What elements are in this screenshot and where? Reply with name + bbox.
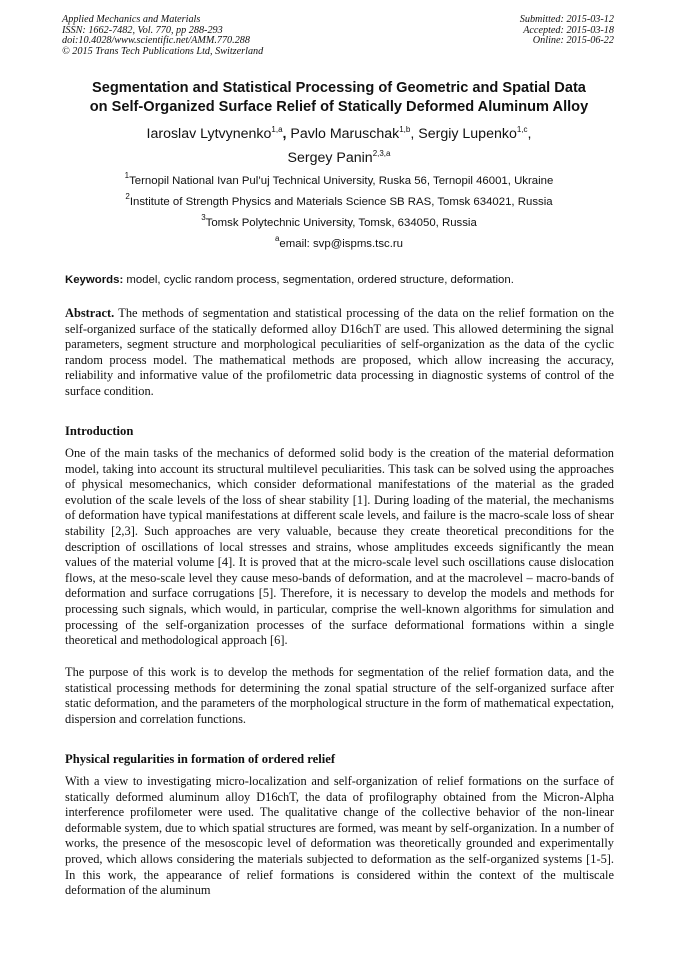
online-date: Online: 2015-06-22 <box>532 35 614 47</box>
author-affil-mark: 1,b <box>399 125 411 134</box>
journal-info <box>62 15 263 57</box>
abstract-label: Abstract. <box>65 306 115 320</box>
title-line-2: on Self-Organized Surface Relief of Statically Deformed Aluminum Alloy <box>89 99 589 115</box>
publication-dates <box>520 15 614 47</box>
author-affil-mark: 1,c <box>516 125 528 134</box>
keywords-label: Keywords: <box>65 274 124 286</box>
author-name: Iaroslav Lytvynenko <box>146 126 272 142</box>
author-name: Sergiy Lupenko <box>418 126 517 142</box>
paper-title <box>40 79 638 117</box>
author-name: Pavlo Maruschak <box>290 126 400 142</box>
contact-email: $^a$email: svp@ispms.tsc.ru <box>274 234 404 250</box>
introduction-heading: Introduction <box>65 424 134 438</box>
keywords <box>65 274 617 286</box>
author-affil-mark: 1,a <box>271 125 283 134</box>
doi-line: doi:10.4028/www.scientific.net/AMM.770.288 <box>62 35 250 47</box>
abstract <box>65 306 614 400</box>
issn-line: ISSN: 1662-7482, Vol. 770, pp 288-293 <box>62 24 223 36</box>
affiliation-2: $^2$Institute of Strength Physics and Materials Science SB RAS, Tomsk 634021, Russia <box>125 192 553 208</box>
section-heading: Physical regularities in formation of ordered relief <box>65 752 336 766</box>
copyright-line: © 2015 Trans Tech Publications Ltd, Switzerland <box>62 45 264 57</box>
author-list: Iaroslav Lytvynenko$^{1,a}$, Pavlo Maruschak$^{1,b}$, Sergiy Lupenko$^{1,c}$, Sergey Panin$^{2,3,a}$ <box>146 125 532 166</box>
introduction-paragraph-1: One of the main tasks of the mechanics of deformed solid body is the creation of the material deformation model, taking into account its structural multilevel peculiarities. This task can be solved using the approaches of physical mesomechanics, which consider deformational manifestations of the material as the graded evolution of the scale levels of the loss of shear stability [1]. During loading of the material, the mechanisms of deformation have typical manifestations at different scale levels, and failure is the macro-scale loss of shear stability [2,3]. Such approaches are very valuable, because they create theoretical preconditions for the description of oscillations of local stresses and strains, whose amplitudes exceeds significantly the mean values of the material volume [4]. It is proved that at the micro-scale level such oscillations cause dislocation flows, at the meso-scale level they cause meso-bands of deformation, and at the macrolevel – macro-bands of deformation and surface corrugations [5]. Therefore, it is necessary to develop the models and methods for processing such signals, which would, in particular, comprise the well-known algorithms for simulation and processing of the self-organization processes of the surface deformational formations within a single theoretical and methodological approach [6]. <box>65 446 614 648</box>
abstract-text: The methods of segmentation and statistical processing of the data on the relief formation on the self-organized surface of the statically deformed alloy D16chT are used. This allowed determining the signal parameters, segment structure and morphological peculiarities of self-organization as the data of the cyclic random process model. The mathematical methods are proposed, which allow increasing the accuracy, reliability and informative value of the profilometric data processing in diagnostic systems of control of the surface condition. <box>65 306 614 398</box>
affiliation-3: $^3$Tomsk Polytechnic University, Tomsk, 634050, Russia <box>201 213 477 229</box>
section-paragraph: With a view to investigating micro-localization and self-organization of relief formations on the surface of statically deformed aluminum alloy D16chT, the data of profilography obtained from the Micron-Alpha interference profilometer were used. The qualitative change of the collective behavior of the non-linear deformable system, due to which spatial structures are formed, was meant by self-organization. In a number of works, the presence of the mesoscopic level of deformation was theoretically grounded and experimentally proved, which allows considering the materials subjected to deformation as the self-organized systems [1-5]. In this work, the appearance of relief formations is considered within the context of the multiscale deformation of the aluminum <box>65 774 614 898</box>
affiliation-1: $^1$Ternopil National Ivan Pul’uj Technical University, Ruska 56, Ternopil 46001, Ukraine <box>124 171 554 187</box>
keywords-text: model, cyclic random process, segmentation, ordered structure, deformation. <box>123 274 514 286</box>
introduction-paragraph-2: The purpose of this work is to develop the methods for segmentation of the relief formation data, and the statistical processing methods for determining the zonal spatial structure of the self-organized surface after static deformation, and the parameters of the morphological structure in the form of mathematical expectation, dispersion and correlation functions. <box>65 665 614 726</box>
author-name: Sergey Panin <box>287 150 373 166</box>
author-affil-mark: 2,3,a <box>372 149 391 158</box>
submitted-date: Submitted: 2015-03-12 <box>519 14 614 25</box>
title-line-1: Segmentation and Statistical Processing of Geometric and Spatial Data <box>92 80 586 96</box>
accepted-date: Accepted: 2015-03-18 <box>523 24 614 36</box>
journal-name: Applied Mechanics and Materials <box>62 14 201 25</box>
